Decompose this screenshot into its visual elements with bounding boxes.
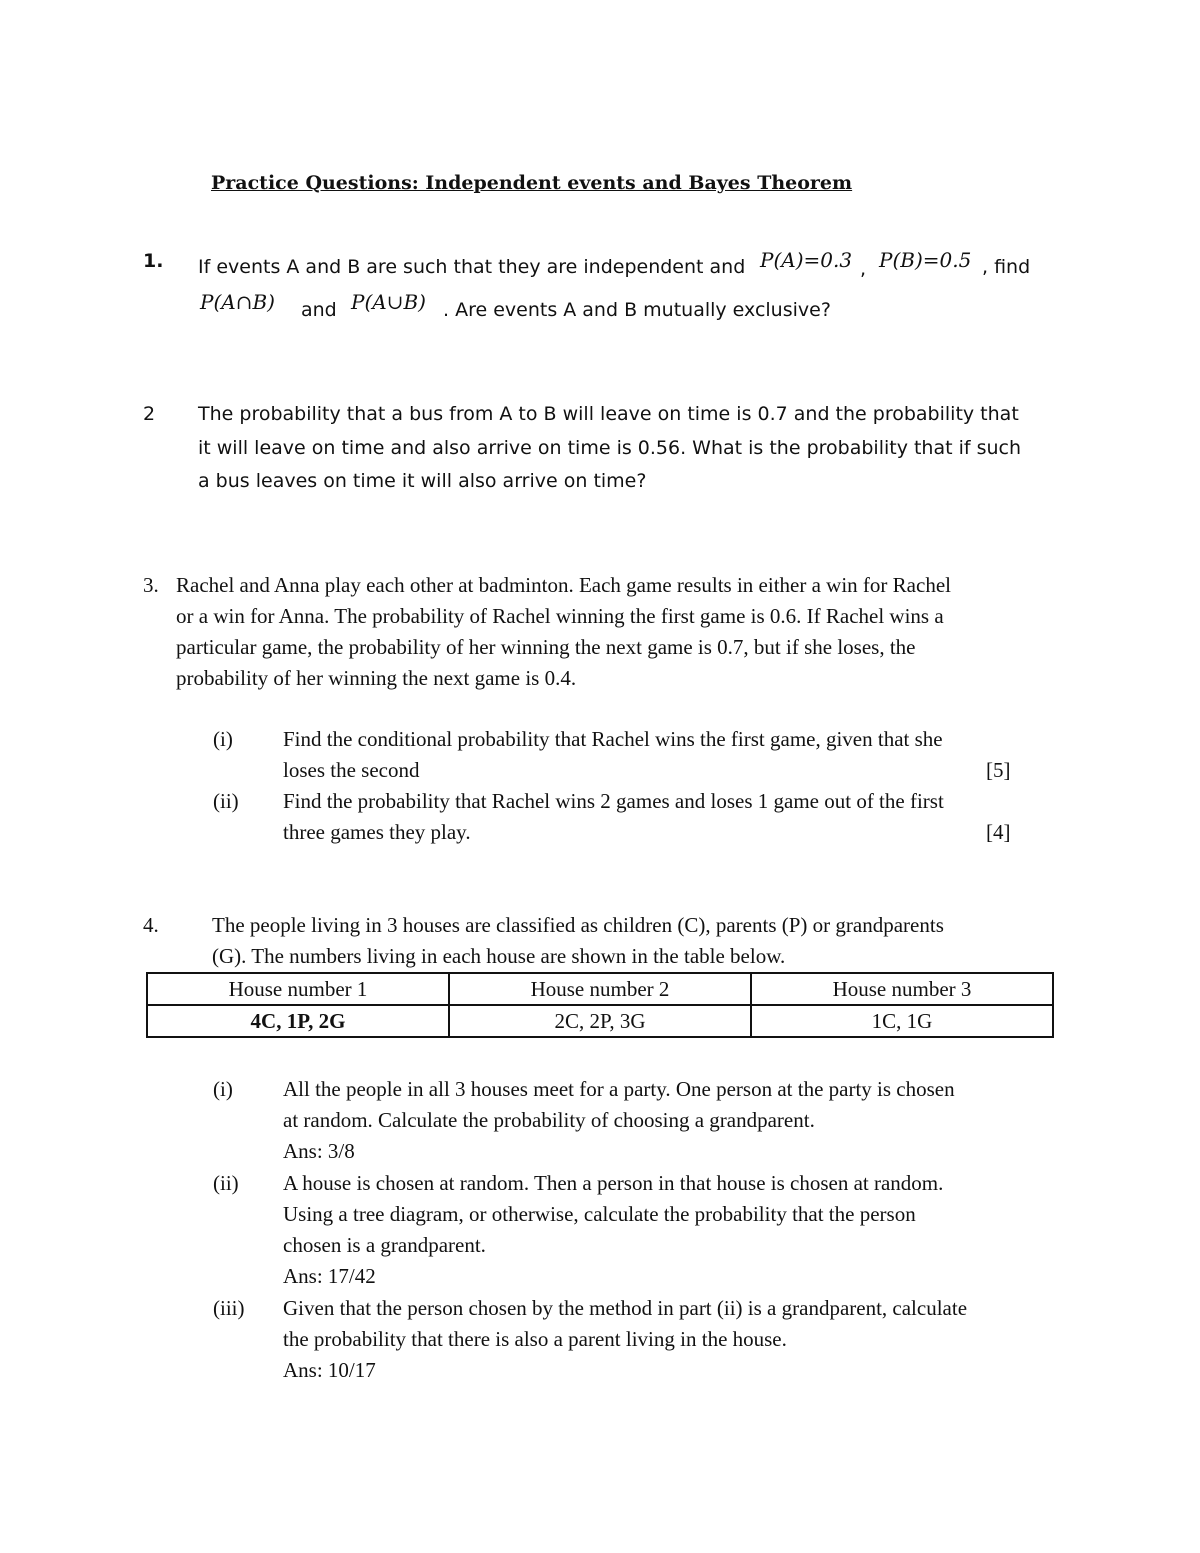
part-line: three games they play. — [283, 820, 471, 844]
formula-intersection: P(A∩B) — [200, 290, 275, 314]
part-label: (i) — [213, 1077, 233, 1101]
question-line: (G). The numbers living in each house are shown in the table below. — [212, 944, 786, 968]
table-header-cell: House number 1 — [147, 973, 449, 1005]
part-label: (ii) — [213, 789, 239, 813]
question-line: probability of her winning the next game is 0.4. — [176, 666, 577, 690]
question-line: Rachel and Anna play each other at badminton. Each game results in either a win for Rachel — [176, 573, 951, 597]
table-cell: 1C, 1G — [751, 1005, 1053, 1037]
marks: [5] — [986, 758, 1011, 782]
table-header-cell: House number 3 — [751, 973, 1053, 1005]
formula-pa: P(A)=0.3 — [760, 248, 853, 272]
part-line: chosen is a grandparent. — [283, 1233, 486, 1257]
question-line: The probability that a bus from A to B will leave on time is 0.7 and the probability that — [198, 403, 1019, 425]
part-label: (iii) — [213, 1296, 245, 1320]
question-text-and: and — [301, 299, 337, 321]
houses-table — [146, 972, 1054, 1038]
part-line: A house is chosen at random. Then a person in that house is chosen at random. — [283, 1171, 944, 1195]
answer: Ans: 3/8 — [283, 1139, 355, 1163]
question-line: it will leave on time and also arrive on time is 0.56. What is the probability that if such — [198, 437, 1022, 459]
part-line: the probability that there is also a parent living in the house. — [283, 1327, 787, 1351]
question-line: a bus leaves on time it will also arrive on time? — [198, 470, 647, 492]
question-text-tail: . Are events A and B mutually exclusive? — [443, 299, 831, 321]
part-line: Using a tree diagram, or otherwise, calculate the probability that the person — [283, 1202, 916, 1226]
question-number: 4. — [143, 913, 159, 937]
question-line: particular game, the probability of her winning the next game is 0.7, but if she loses, the — [176, 635, 916, 659]
part-label: (ii) — [213, 1171, 239, 1195]
part-line: at random. Calculate the probability of choosing a grandparent. — [283, 1108, 815, 1132]
part-line: Find the conditional probability that Rachel wins the first game, given that she — [283, 727, 943, 751]
formula-union: P(A∪B) — [351, 290, 426, 314]
comma: , — [860, 258, 867, 280]
marks: [4] — [986, 820, 1011, 844]
question-text-find: , find — [982, 256, 1031, 278]
question-number: 1. — [143, 250, 164, 272]
page-title: Practice Questions: Independent events and Bayes Theorem — [211, 172, 853, 194]
table-row — [147, 1005, 1053, 1037]
answer: Ans: 17/42 — [283, 1264, 376, 1288]
part-label: (i) — [213, 727, 233, 751]
question-number: 3. — [143, 573, 159, 597]
part-line: Given that the person chosen by the method in part (ii) is a grandparent, calculate — [283, 1296, 968, 1320]
question-line: or a win for Anna. The probability of Rachel winning the first game is 0.6. If Rachel wins a — [176, 604, 944, 628]
part-line: All the people in all 3 houses meet for a party. One person at the party is chosen — [283, 1077, 955, 1101]
table-cell: 4C, 1P, 2G — [147, 1005, 449, 1037]
table-cell: 2C, 2P, 3G — [449, 1005, 751, 1037]
formula-pb: P(B)=0.5 — [879, 248, 972, 272]
answer: Ans: 10/17 — [283, 1358, 376, 1382]
question-text: If events A and B are such that they are independent and — [198, 256, 746, 278]
question-number: 2 — [143, 403, 156, 425]
table-header-row — [147, 973, 1053, 1005]
part-line: loses the second — [283, 758, 420, 782]
table-header-cell: House number 2 — [449, 973, 751, 1005]
part-line: Find the probability that Rachel wins 2 games and loses 1 game out of the first — [283, 789, 944, 813]
question-line: The people living in 3 houses are classified as children (C), parents (P) or grandparents — [212, 913, 944, 937]
